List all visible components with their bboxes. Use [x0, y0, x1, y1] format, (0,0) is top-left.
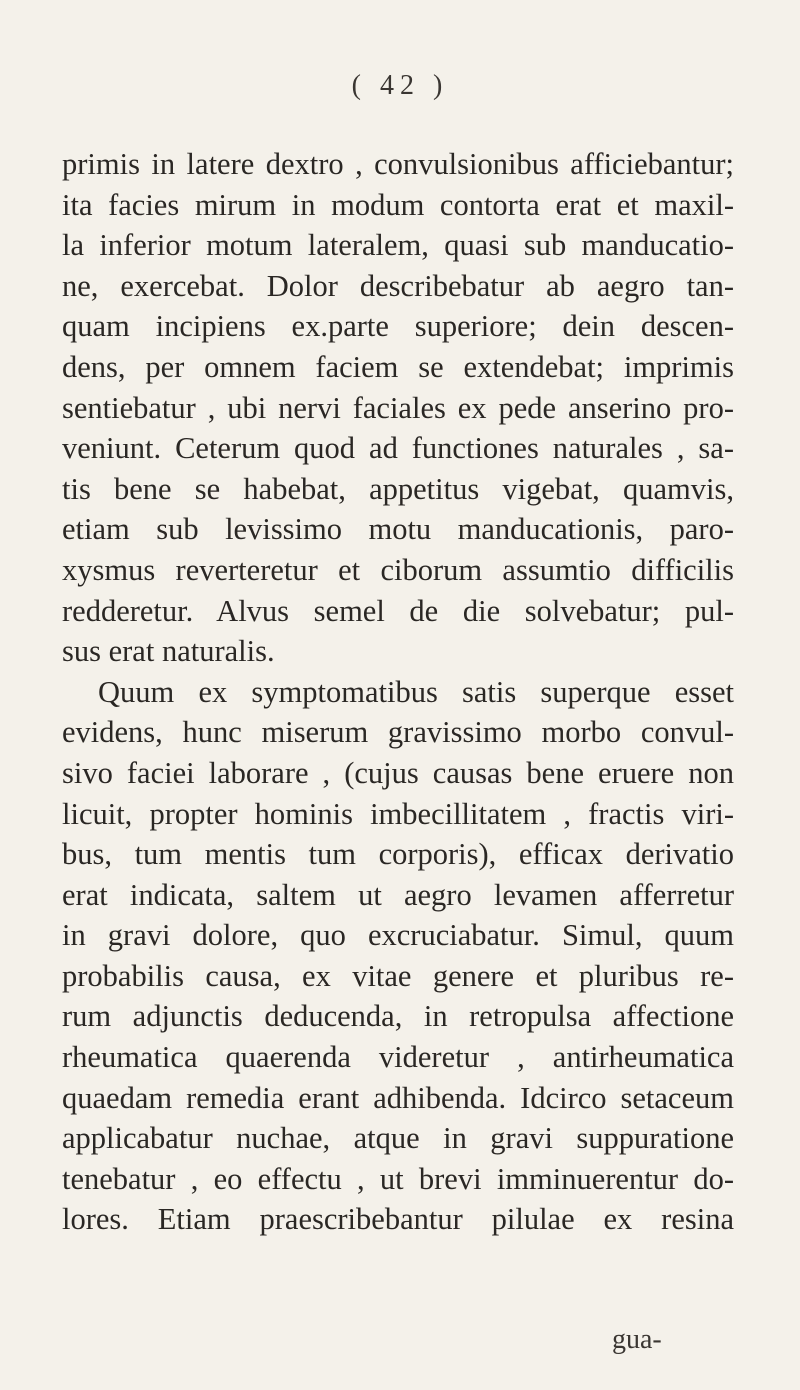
catchword: gua- — [612, 1324, 662, 1355]
text-line: sentiebatur , ubi nervi faciales ex pede anserino pro- — [62, 390, 734, 425]
text-line: ita facies mirum in modum contorta erat et maxil- — [62, 187, 734, 222]
text-line: rum adjunctis deducenda, in retropulsa affectione — [62, 999, 734, 1034]
text-line: quam incipiens ex.parte superiore; dein descen- — [62, 309, 734, 344]
text-line: ne, exercebat. Dolor describebatur ab aegro tan- — [62, 268, 734, 303]
text-line: probabilis causa, ex vitae genere et pluribus re- — [62, 958, 734, 993]
text-line: applicabatur nuchae, atque in gravi suppuratione — [62, 1121, 734, 1156]
text-line: tis bene se habebat, appetitus vigebat, quamvis, — [62, 471, 734, 506]
paragraph-start-line: Quum ex symptomatibus satis superque esset — [98, 674, 734, 709]
text-line: redderetur. Alvus semel de die solvebatur; pul- — [62, 593, 734, 628]
text-line: lores. Etiam praescribebantur pilulae ex resina — [62, 1202, 734, 1237]
text-line: xysmus reverteretur et ciborum assumtio difficilis — [62, 552, 734, 587]
text-line: tenebatur , eo effectu , ut brevi imminuerentur do- — [62, 1161, 734, 1196]
text-line: la inferior motum lateralem, quasi sub manducatio- — [62, 228, 734, 263]
text-line: bus, tum mentis tum corporis), efficax derivatio — [62, 837, 734, 872]
text-line: etiam sub levissimo motu manducationis, paro- — [62, 512, 734, 547]
body-text — [62, 144, 734, 1240]
text-line: rheumatica quaerenda videretur , antirheumatica — [62, 1040, 734, 1075]
text-line: in gravi dolore, quo excruciabatur. Simul, quum — [62, 918, 734, 953]
text-line: erat indicata, saltem ut aegro levamen afferretur — [62, 877, 734, 912]
text-line: evidens, hunc miserum gravissimo morbo convul- — [62, 715, 734, 750]
text-line: sivo faciei laborare , (cujus causas bene eruere non — [62, 755, 734, 790]
text-line: dens, per omnem faciem se extendebat; imprimis — [62, 349, 734, 384]
text-line: sus erat naturalis. — [62, 634, 275, 669]
text-line: quaedam remedia erant adhibenda. Idcirco setaceum — [62, 1080, 734, 1115]
text-line: veniunt. Ceterum quod ad functiones naturales , sa- — [62, 431, 734, 466]
text-line: primis in latere dextro , convulsionibus afficiebantur; — [62, 147, 734, 181]
page-number: ( 42 ) — [351, 70, 449, 101]
text-line: licuit, propter hominis imbecillitatem , fractis viri- — [62, 796, 734, 831]
